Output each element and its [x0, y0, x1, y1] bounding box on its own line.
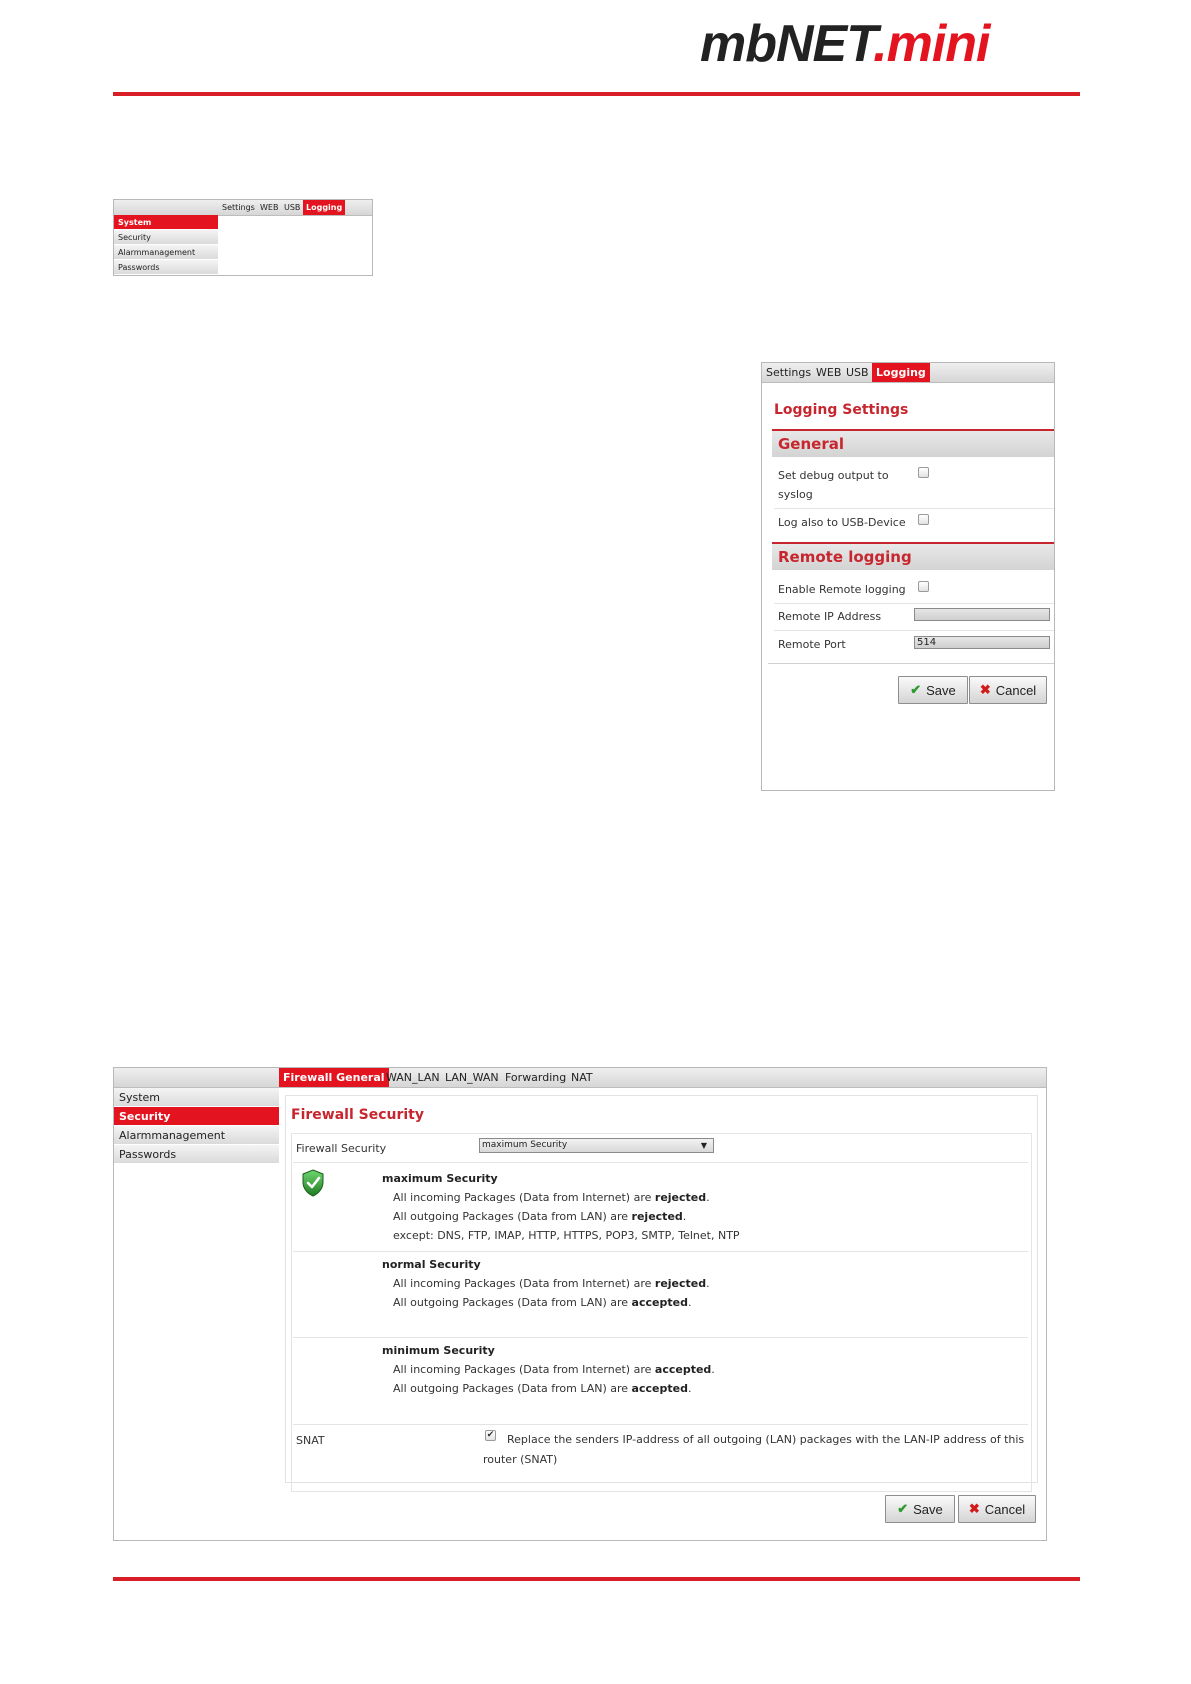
page-title: Firewall Security: [291, 1107, 424, 1123]
tab-usb[interactable]: USB: [284, 203, 301, 212]
row-divider: [768, 663, 1054, 664]
small-tab-bar: [114, 200, 372, 216]
level-maximum-except: except: DNS, FTP, IMAP, HTTP, HTTPS, POP3, SMTP, Telnet, NTP: [393, 1229, 740, 1242]
tab-firewall-general[interactable]: Firewall General: [279, 1068, 389, 1087]
checkmark-icon: ✔: [897, 1501, 909, 1516]
page-title: Logging Settings: [774, 402, 909, 418]
usb-log-label: Log also to USB-Device: [778, 516, 906, 529]
debug-output-checkbox[interactable]: [918, 467, 929, 478]
tab-settings[interactable]: Settings: [222, 203, 255, 212]
close-icon: ✖: [968, 1501, 980, 1516]
remote-port-label: Remote Port: [778, 638, 846, 651]
firewall-security-select[interactable]: maximum Security ▼: [479, 1138, 714, 1153]
section-header-remote-logging: Remote logging: [772, 542, 1054, 570]
tab-settings[interactable]: Settings: [766, 366, 812, 379]
shield-check-icon: [301, 1169, 325, 1197]
tab-logging[interactable]: Logging: [872, 363, 930, 382]
enable-remote-label: Enable Remote logging: [778, 583, 906, 596]
save-button[interactable]: ✔ Save: [885, 1495, 955, 1523]
sidebar-item-system[interactable]: System: [114, 1088, 279, 1107]
sidebar-item-security[interactable]: Security: [114, 1107, 279, 1126]
snat-label: SNAT: [296, 1434, 325, 1447]
tab-web[interactable]: WEB: [816, 366, 842, 379]
small-nav-panel: [113, 199, 373, 276]
row-divider: [774, 508, 1054, 509]
tab-wan-lan[interactable]: WAN_LAN: [386, 1071, 440, 1084]
section-header-general: General: [772, 429, 1054, 457]
row-divider: [774, 603, 1054, 604]
small-sidebar: [114, 215, 218, 275]
dropdown-arrow-icon: ▼: [700, 1141, 707, 1150]
remote-ip-label: Remote IP Address: [778, 610, 882, 623]
debug-output-label: Set debug output to syslog: [778, 469, 889, 501]
firewall-security-label: Firewall Security: [296, 1142, 387, 1155]
snat-checkbox[interactable]: ✔: [486, 1430, 495, 1440]
brand-logo: mbNET.mini: [700, 15, 990, 73]
sidebar-item-alarmmanagement[interactable]: Alarmmanagement: [114, 245, 218, 260]
snat-description-continued: router (SNAT): [483, 1453, 558, 1466]
level-maximum-title: maximum Security: [382, 1172, 498, 1185]
level-maximum-incoming: All incoming Packages (Data from Internet) are rejected.: [393, 1191, 710, 1204]
level-minimum-outgoing: All outgoing Packages (Data from LAN) are accepted.: [393, 1382, 692, 1395]
cancel-button[interactable]: ✖ Cancel: [969, 676, 1047, 704]
sidebar-item-security[interactable]: Security: [114, 230, 218, 245]
logging-settings-panel: [761, 362, 1055, 791]
save-button[interactable]: ✔ Save: [898, 676, 968, 704]
row-divider: [293, 1424, 1028, 1425]
sidebar-item-alarmmanagement[interactable]: Alarmmanagement: [114, 1126, 279, 1145]
tab-forwarding[interactable]: Forwarding: [505, 1071, 567, 1084]
cancel-button[interactable]: ✖ Cancel: [958, 1495, 1036, 1523]
firewall-tab-bar: [114, 1068, 1046, 1088]
level-normal-title: normal Security: [382, 1258, 481, 1271]
firewall-sidebar: [114, 1088, 279, 1168]
tab-web[interactable]: WEB: [260, 203, 279, 212]
row-divider: [774, 630, 1054, 631]
level-maximum-outgoing: All outgoing Packages (Data from LAN) are rejected.: [393, 1210, 687, 1223]
firewall-panel: [113, 1067, 1047, 1541]
tab-logging[interactable]: Logging: [303, 200, 345, 215]
header-rule: [113, 92, 1080, 96]
sidebar-item-passwords[interactable]: Passwords: [114, 1145, 279, 1164]
row-divider: [293, 1251, 1028, 1252]
close-icon: ✖: [979, 682, 991, 697]
remote-port-input[interactable]: 514: [914, 636, 1050, 649]
row-divider: [293, 1162, 1028, 1163]
sidebar-item-system[interactable]: System: [114, 215, 218, 230]
sidebar-item-passwords[interactable]: Passwords: [114, 260, 218, 275]
tab-nat[interactable]: NAT: [571, 1071, 593, 1084]
footer-rule: [113, 1577, 1080, 1581]
level-minimum-incoming: All incoming Packages (Data from Internet) are accepted.: [393, 1363, 715, 1376]
level-normal-incoming: All incoming Packages (Data from Internet) are rejected.: [393, 1277, 710, 1290]
row-divider: [293, 1337, 1028, 1338]
enable-remote-checkbox[interactable]: [918, 581, 929, 592]
usb-log-checkbox[interactable]: [918, 514, 929, 525]
tab-usb[interactable]: USB: [846, 366, 869, 379]
level-minimum-title: minimum Security: [382, 1344, 495, 1357]
logging-tab-bar: [762, 363, 1054, 383]
level-normal-outgoing: All outgoing Packages (Data from LAN) are accepted.: [393, 1296, 692, 1309]
checkmark-icon: ✔: [910, 682, 922, 697]
remote-ip-input[interactable]: [914, 608, 1050, 621]
snat-description: Replace the senders IP-address of all outgoing (LAN) packages with the LAN-IP address of this: [507, 1433, 1025, 1446]
tab-lan-wan[interactable]: LAN_WAN: [445, 1071, 499, 1084]
